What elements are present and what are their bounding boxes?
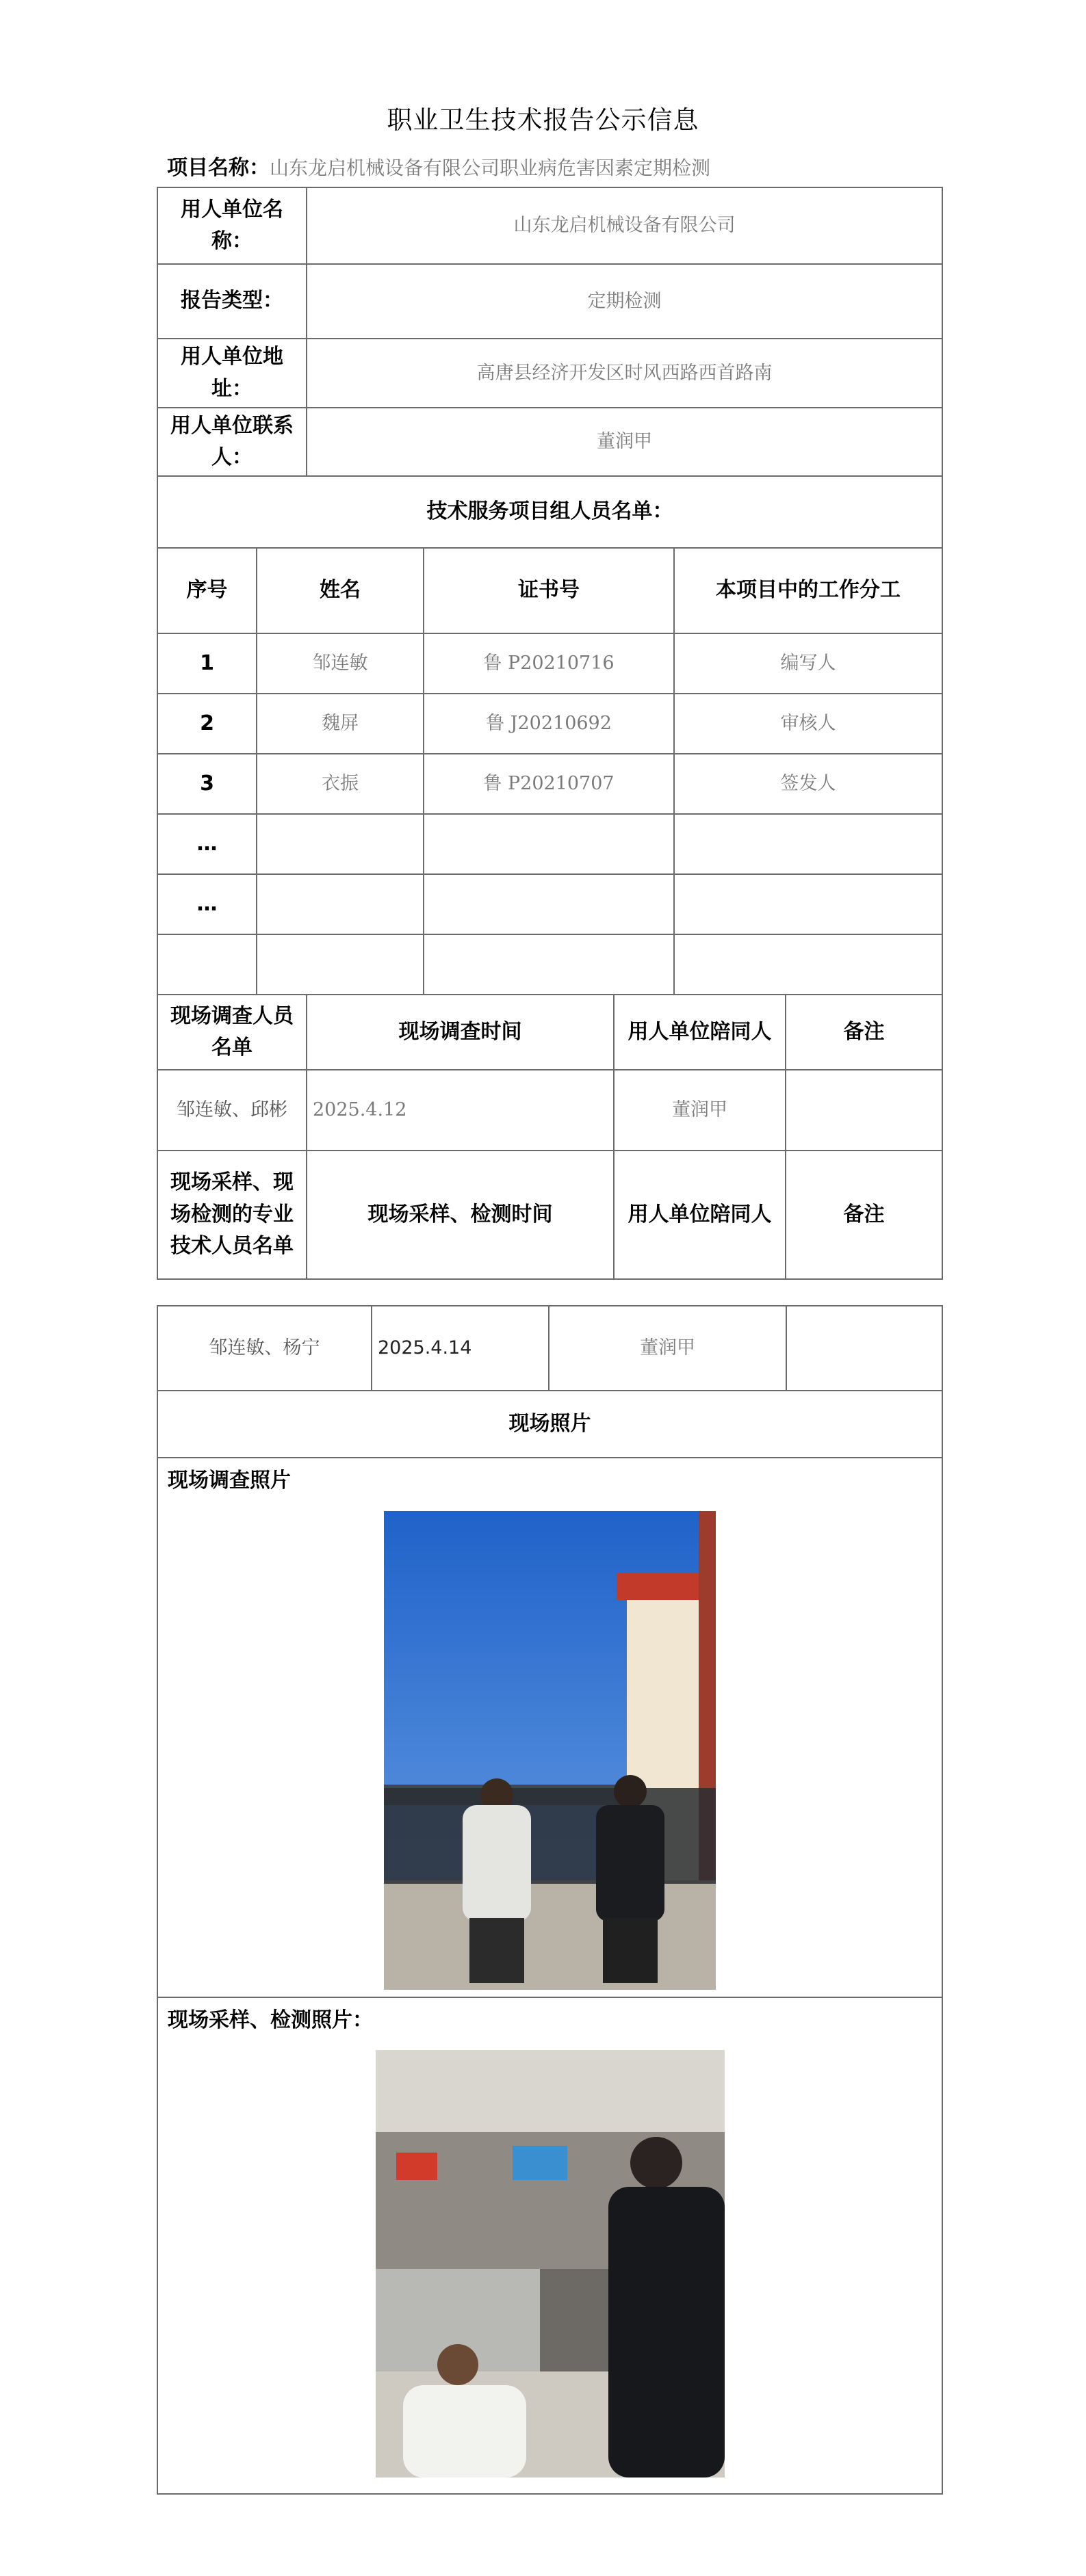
sampling-photo-cell <box>157 1997 942 2494</box>
project-value: 山东龙启机械设备有限公司职业病危害因素定期检测 <box>270 157 711 179</box>
sampling-header: 用人单位陪同人 <box>614 1151 786 1279</box>
photos-heading: 现场照片 <box>157 1391 942 1458</box>
team-cell: 衣振 <box>257 754 424 814</box>
team-cell: 审核人 <box>674 694 942 754</box>
table-row <box>157 814 942 874</box>
sampling-row <box>157 1306 942 1391</box>
photo-table <box>157 1305 943 2495</box>
team-cell: 签发人 <box>674 754 942 814</box>
table-row <box>157 934 942 995</box>
survey-header: 用人单位陪同人 <box>614 995 786 1070</box>
info-value: 定期检测 <box>307 264 942 339</box>
sampling-cell: 邹连敏、杨宁 <box>157 1306 372 1391</box>
info-row <box>157 339 942 408</box>
sampling-cell: 董润甲 <box>549 1306 786 1391</box>
survey-cell: 董润甲 <box>614 1070 786 1151</box>
info-label: 报告类型： <box>157 264 307 339</box>
page-title: 职业卫生技术报告公示信息 <box>387 105 699 135</box>
team-cell <box>674 934 942 995</box>
team-cell <box>424 874 674 934</box>
survey-cell: 邹连敏、邱彬 <box>157 1070 307 1151</box>
team-cell <box>674 814 942 874</box>
project-line <box>167 150 710 181</box>
team-cell <box>257 934 424 995</box>
table-row <box>157 874 942 934</box>
survey-photo-label: 现场调查照片 <box>168 1469 291 1493</box>
team-cell <box>257 814 424 874</box>
sampling-photo-label: 现场采样、检测照片： <box>168 2008 373 2032</box>
team-cell <box>674 874 942 934</box>
info-label: 用人单位联系人： <box>157 408 307 476</box>
sampling-header-row <box>157 1151 942 1279</box>
sampling-photo-image <box>376 2050 725 2478</box>
info-label: 用人单位名称： <box>157 187 307 264</box>
survey-photo <box>384 1511 716 1990</box>
sampling-cell <box>786 1306 942 1391</box>
survey-header: 现场调查人员名单 <box>157 995 307 1070</box>
info-value: 高唐县经济开发区时风西路西首路南 <box>307 339 942 408</box>
survey-photo-cell <box>157 1458 942 1997</box>
team-heading: 技术服务项目组人员名单： <box>157 476 942 548</box>
team-header: 姓名 <box>257 548 424 633</box>
sampling-header: 备注 <box>786 1151 942 1279</box>
info-label: 用人单位地址： <box>157 339 307 408</box>
sampling-photo <box>376 2050 725 2478</box>
team-cell: 编写人 <box>674 633 942 694</box>
info-table <box>157 187 943 1280</box>
team-cell: 2 <box>157 694 257 754</box>
team-cell: … <box>157 814 257 874</box>
team-cell <box>157 934 257 995</box>
team-cell: 魏屏 <box>257 694 424 754</box>
team-header-row <box>157 548 942 633</box>
survey-header: 备注 <box>786 995 942 1070</box>
team-header: 序号 <box>157 548 257 633</box>
survey-cell: 2025.4.12 <box>307 1070 614 1151</box>
info-value: 山东龙启机械设备有限公司 <box>307 187 942 264</box>
team-cell: 1 <box>157 633 257 694</box>
team-cell: 鲁 P20210707 <box>424 754 674 814</box>
team-cell <box>257 874 424 934</box>
survey-cell <box>786 1070 942 1151</box>
team-cell: 鲁 J20210692 <box>424 694 674 754</box>
team-cell: 3 <box>157 754 257 814</box>
info-row <box>157 264 942 339</box>
table-row <box>157 754 942 814</box>
table-row <box>157 694 942 754</box>
team-cell <box>424 934 674 995</box>
survey-row <box>157 1070 942 1151</box>
team-header: 本项目中的工作分工 <box>674 548 942 633</box>
team-cell: … <box>157 874 257 934</box>
info-row <box>157 408 942 476</box>
team-header: 证书号 <box>424 548 674 633</box>
sampling-cell: 2025.4.14 <box>372 1306 549 1391</box>
survey-header: 现场调查时间 <box>307 995 614 1070</box>
project-label: 项目名称： <box>167 156 270 180</box>
sampling-header: 现场采样、现场检测的专业技术人员名单 <box>157 1151 307 1279</box>
survey-photo-image <box>384 1511 716 1990</box>
info-value: 董润甲 <box>307 408 942 476</box>
sampling-header: 现场采样、检测时间 <box>307 1151 614 1279</box>
info-row <box>157 187 942 264</box>
team-cell: 邹连敏 <box>257 633 424 694</box>
table-row <box>157 633 942 694</box>
team-cell <box>424 814 674 874</box>
survey-header-row <box>157 995 942 1070</box>
team-cell: 鲁 P20210716 <box>424 633 674 694</box>
